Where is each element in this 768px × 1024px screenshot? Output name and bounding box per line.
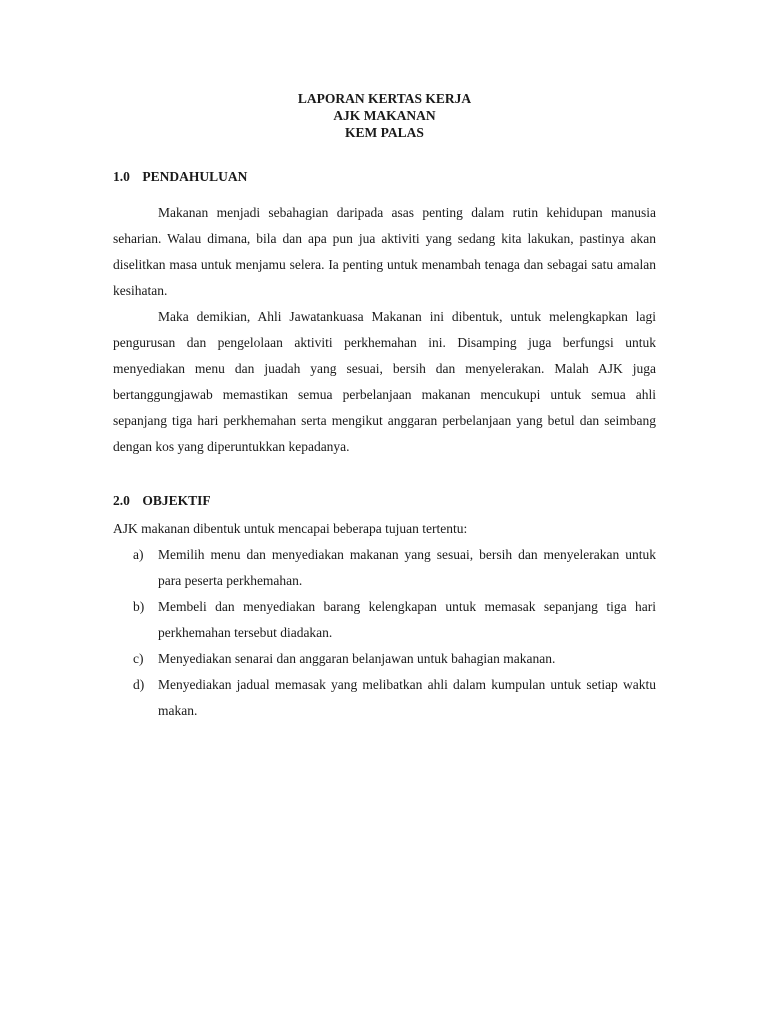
section-pendahuluan (113, 168, 656, 460)
list-item-text: Menyediakan senarai dan anggaran belanjawan untuk bahagian makanan. (158, 651, 556, 666)
list-marker: b) (133, 599, 145, 614)
document-title (113, 90, 656, 141)
list-marker: d) (133, 677, 145, 692)
document-page (113, 90, 656, 724)
section-heading (113, 492, 656, 510)
section-objektif (113, 492, 656, 724)
title-line-3: KEM PALAS (345, 125, 424, 140)
section-title: PENDAHULUAN (142, 169, 248, 184)
list-marker: c) (133, 651, 144, 666)
list-item-text: Membeli dan menyediakan barang kelengkapan untuk memasak sepanjang tiga hari perkhemahan tersebut diadakan. (158, 599, 656, 640)
title-line-2: AJK MAKANAN (333, 108, 436, 123)
list-item (113, 672, 656, 724)
list-item (113, 542, 656, 594)
section-number: 1.0 (113, 169, 130, 184)
list-item (113, 646, 656, 672)
list-item-text: Memilih menu dan menyediakan makanan yang sesuai, bersih dan menyelerakan untuk para peserta perkhemahan. (158, 547, 656, 588)
section-heading (113, 168, 656, 186)
section-intro: AJK makanan dibentuk untuk mencapai beberapa tujuan tertentu: (113, 521, 468, 536)
list-item (113, 594, 656, 646)
section-title: OBJEKTIF (142, 493, 211, 508)
paragraph: Makanan menjadi sebahagian daripada asas penting dalam rutin kehidupan manusia seharian. Walau dimana, bila dan apa pun jua aktiviti yang sedang kita lakukan, pastinya akan diselitkan masa untuk menjamu selera. Ia penting untuk menambah tenaga dan sebagai satu amalan kesihatan. (113, 205, 656, 298)
list-marker: a) (133, 547, 144, 562)
title-line-1: LAPORAN KERTAS KERJA (297, 91, 472, 106)
list-item-text: Menyediakan jadual memasak yang melibatkan ahli dalam kumpulan untuk setiap waktu makan. (158, 677, 656, 718)
section-number: 2.0 (113, 493, 130, 508)
objective-list (113, 542, 656, 724)
paragraph: Maka demikian, Ahli Jawatankuasa Makanan ini dibentuk, untuk melengkapkan lagi pengurusan dan pengelolaan aktiviti perkhemahan ini. Disamping juga berfungsi untuk menyediakan menu dan juadah yang sesuai, bersih dan menyelerakan. Malah AJK juga bertanggungjawab memastikan semua perbelanjaan makanan mencukupi untuk semua ahli sepanjang tiga hari perkhemahan serta mengikut anggaran perbelanjaan yang betul dan seimbang dengan kos yang diperuntukkan kepadanya. (113, 309, 656, 454)
